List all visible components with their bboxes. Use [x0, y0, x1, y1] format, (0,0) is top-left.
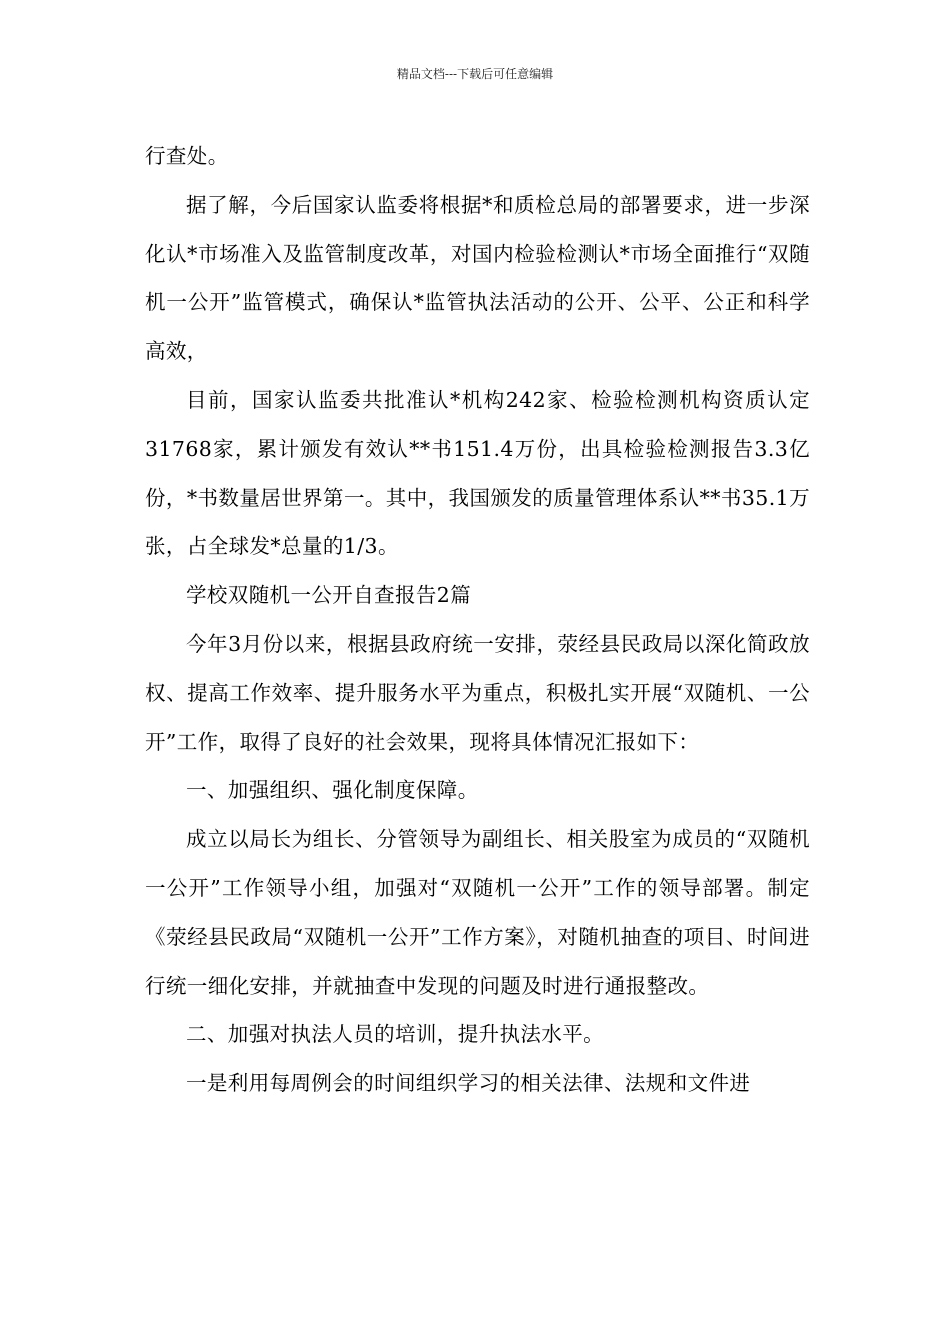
document-body	[145, 132, 810, 1108]
paragraph: 今年3月份以来，根据县政府统一安排，荥经县民政局以深化简政放权、提高工作效率、提升服务水平为重点，积极扎实开展“双随机、一公开”工作，取得了良好的社会效果，现将具体情况汇报如下：	[145, 631, 810, 754]
paragraph: 行查处。	[145, 144, 229, 168]
section-heading: 二、加强对执法人员的培训，提升执法水平。	[186, 1022, 604, 1047]
paragraph: 成立以局长为组长、分管领导为副组长、相关股室为成员的“双随机一公开”工作领导小组，加强对“双随机一公开”工作的领导部署。制定《荥经县民政局“双随机一公开”工作方案》，对随机抽查的项目、时间进行统一细化安排，并就抽查中发现的问题及时进行通报整改。	[145, 827, 810, 998]
section-heading: 一、加强组织、强化制度保障。	[186, 778, 479, 803]
paragraph: 一是利用每周例会的时间组织学习的相关法律、法规和文件进	[186, 1071, 751, 1096]
paragraph: 目前，国家认监委共批准认*机构242家、检验检测机构资质认定31768家，累计颁发有效认**书151.4万份，出具检验检测报告3.3亿份，*书数量居世界第一。其中，我国颁发的质量管理体系认**书35.1万张，占全球发*总量的1/3。	[145, 387, 810, 559]
section-title: 学校双随机一公开自查报告2篇	[186, 583, 472, 608]
paragraph: 据了解，今后国家认监委将根据*和质检总局的部署要求，进一步深化认*市场准入及监管制度改革，对国内检验检测认*市场全面推行“双随机一公开”监管模式，确保认*监管执法活动的公开、公平、公正和科学高效，	[145, 192, 810, 364]
page-header: 精品文档---下载后可任意编辑	[396, 67, 554, 81]
